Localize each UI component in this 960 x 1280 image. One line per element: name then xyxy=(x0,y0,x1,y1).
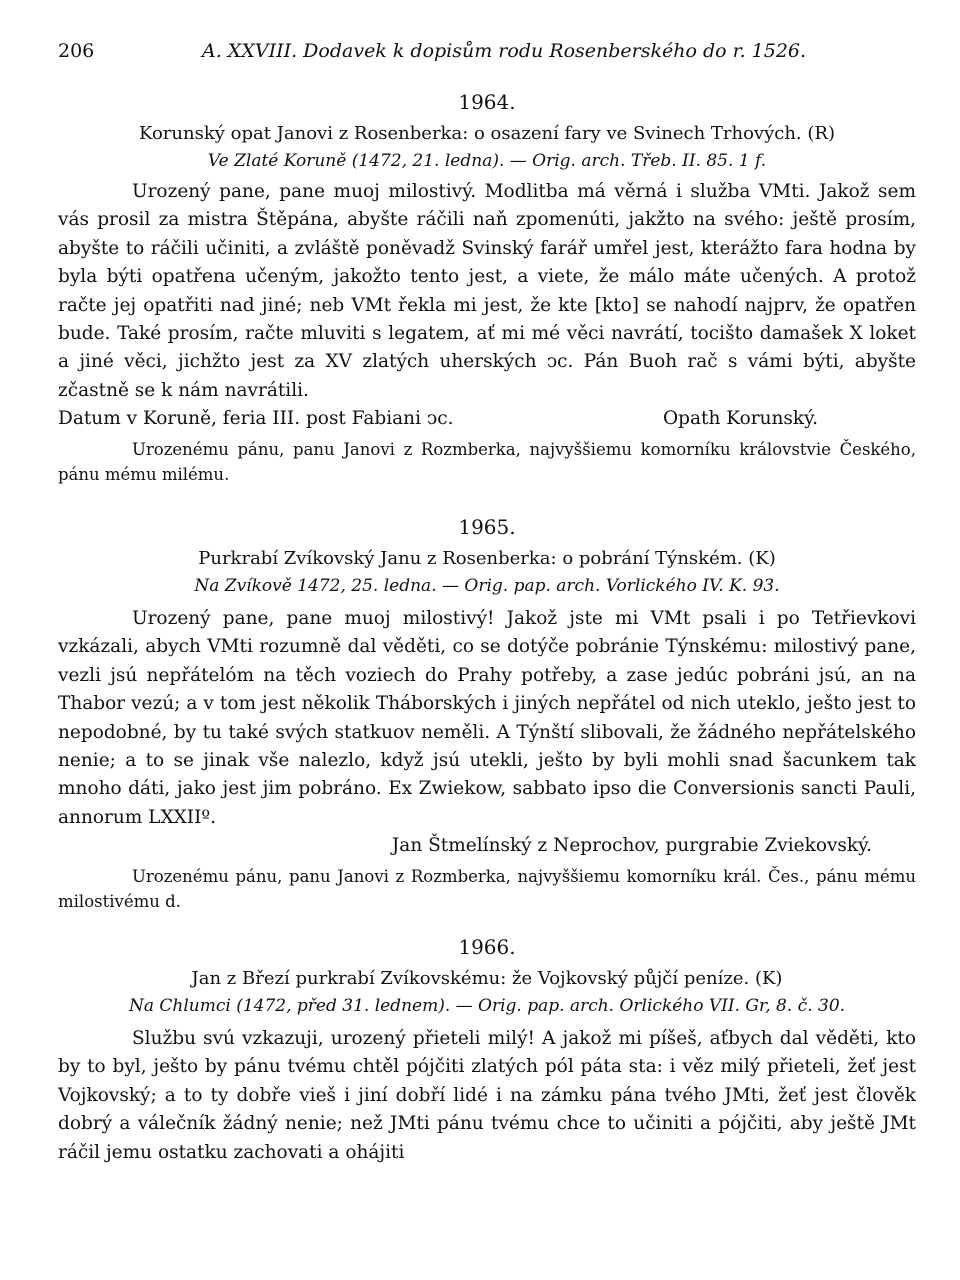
document-address: Urozenému pánu, panu Janovi z Rozmberka, najvyššiemu komorníku královstvie Českého, pánu mému milému. xyxy=(58,440,916,485)
document-dating: Na Zvíkově 1472, 25. ledna. — Orig. pap. arch. Vorlického IV. K. 93. xyxy=(194,576,780,596)
document-dating: Na Chlumci (1472, před 31. lednem). — Orig. pap. arch. Orlického VII. Gr, 8. č. 30. xyxy=(128,996,846,1016)
running-head xyxy=(58,40,920,68)
closing-date: Datum v Koruně, feria III. post Fabiani ͻc. xyxy=(58,408,454,430)
document-text: Službu svú vzkazuji, urozený přieteli milý! A jakož mi píšeš, aťbych dal věděti, kto by to byl, ješto by pánu tvému chtěl pójčiti zlatých pól páta sta: i věz milý přieteli, žeť jest Vojkovský; a to ty dobře vieš i jiní dobří lidé i na zámku pána tvého JMti, žeť jest člověk dobrý a válečník žádný nenie; než JMti pánu tvému chce to učiniti a pójčiti, aby ještě JMt ráčil jemu ostatku zachovati a ohájiti xyxy=(58,1028,916,1163)
document-1964 xyxy=(58,90,916,487)
document-dating: Ve Zlaté Koruně (1472, 21. ledna). — Orig. arch. Třeb. II. 85. 1 f. xyxy=(207,151,767,171)
document-regest: Jan z Březí purkrabí Zvíkovskému: že Vojkovský půjčí peníze. (K) xyxy=(191,968,783,989)
document-text: Urozený pane, pane muoj milostivý. Modlitba má věrná i služba VMti. Jakož sem vás prosil za mistra Štěpána, abyšte ráčili naň zpomenúti, jakžto na svého: ještě prosím, abyšte to ráčili učiniti, a zvláště poněvadž Svinský farář umřel jest, kterážto fara hodna by byla býti opatřena učeným, jakožto tento jest, a viete, že málo máte učených. A protož račte jej opatřiti nad jiné; neb VMt řekla mi jest, že kte [kto] se nahodí najprv, že opatřen bude. Také prosím, račte mluviti s legatem, ať mi mé věci navrátí, tocišto damašek X loket a jiné věci, jichžto jest za XV zlatých uherských ͻc. Pán Buoh rač s vámi býti, abyšte zčastně se k nám navrátili. xyxy=(58,181,916,401)
document-address: Urozenému pánu, panu Janovi z Rozmberka, najvyššiemu komorníku král. Čes., pánu mému milostivému d. xyxy=(58,867,916,912)
document-1965 xyxy=(58,515,916,914)
document-regest: Korunský opat Janovi z Rosenberka: o osazení fary ve Svinech Trhových. (R) xyxy=(139,123,835,144)
page-number: 206 xyxy=(58,40,95,62)
document-regest: Purkrabí Zvíkovský Janu z Rosenberka: o pobrání Týnském. (K) xyxy=(198,548,776,569)
document-1966 xyxy=(58,935,916,1167)
signature: Opath Korunský. xyxy=(663,408,818,430)
running-head-title: A. XXVIII. Dodavek k dopisům rodu Rosenberského do r. 1526. xyxy=(202,40,807,62)
document-text: Urozený pane, pane muoj milostivý! Jakož jste mi VMt psali i po Tetřievkovi vzkázali, abych VMti rozumně dal věděti, co se dotýče pobránie Týnskému: milostivý pane, vezli jsú nepřátelóm na těch voziech do Prahy potřeby, a zase jedúc pobráni jsú, an na Thabor vezú; a v tom jest několik Tháborských i jiných nepřátel od nich uteklo, ješto jest to nepodobné, by tu také svých statkuov neměli. A Týnští slibovali, že žádného nepřátelského nenie; a to se jinak vše nalezlo, když jsú utekli, ješto by byli mohli snad šacunkem tak mnoho dáti, jako jest jim pobráno. Ex Zwiekow, sabbato ipso die Conversionis sancti Pauli, annorum LXXIIº. xyxy=(58,608,916,828)
document-number: 1966. xyxy=(458,935,516,959)
signature: Jan Štmelínský z Neprochov, purgrabie Zviekovský. xyxy=(391,835,872,857)
document-number: 1964. xyxy=(458,90,516,114)
closing-line xyxy=(58,405,916,433)
document-number: 1965. xyxy=(458,515,516,539)
